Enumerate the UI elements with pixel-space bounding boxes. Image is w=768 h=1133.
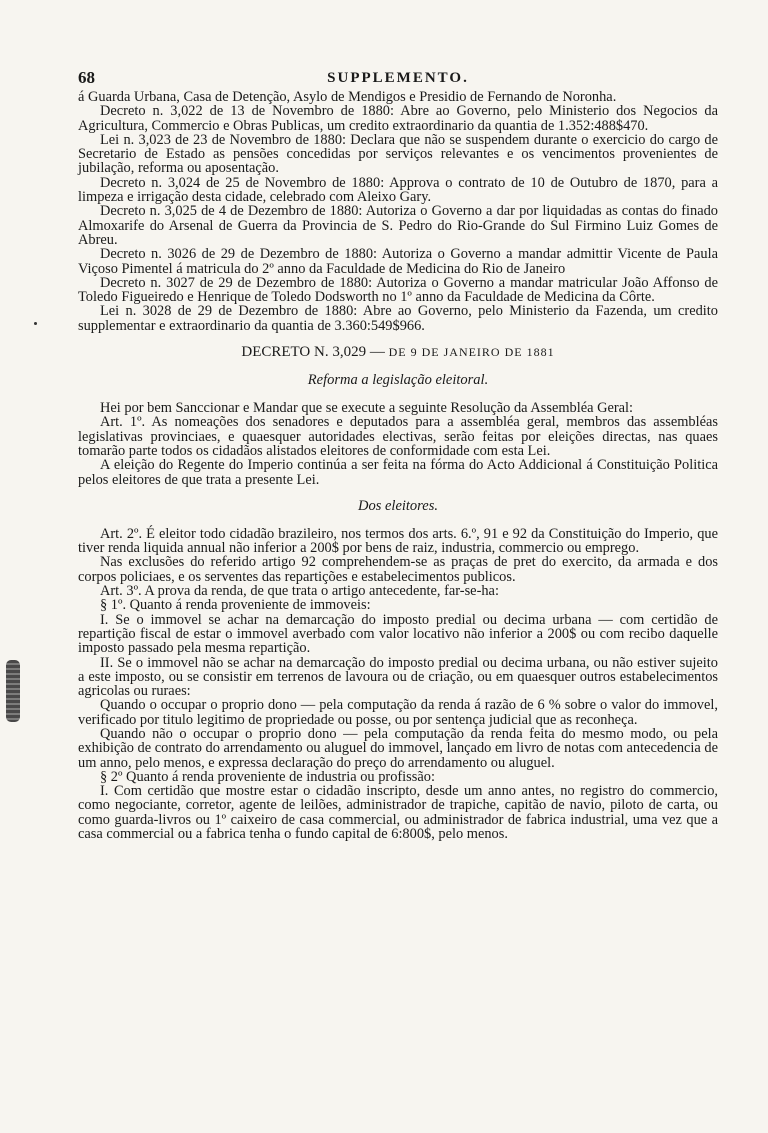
decree-title-main: DECRETO N. 3,029 — — [241, 344, 389, 361]
decree-subtitle: Reforma a legislação eleitoral. — [307, 372, 489, 389]
section-paragraph: Quando não o occupar o proprio dono — pela computação da renda feita do mesmo modo, ou pela exhibição de contrato do arrendamento ou aluguel do immovel, lançado em livro de notas com antecedencia de um anno, pelo menos, e expressa declaração do preço do arrendamento ou aluguel. — [78, 725, 718, 771]
decree-title — [78, 343, 718, 361]
section-paragraph: II. Se o immovel não se achar na demarcação do imposto predial ou decima urbana, ou não estiver sujeito a este imposto, ou se consistir em terrenos de lavoura ou de criação, ou em quaesquer outros estabelecimentos agricolas ou ruraes: — [78, 654, 718, 700]
section-heading: Dos eleitores. — [357, 497, 438, 514]
margin-binding-mark — [6, 660, 20, 722]
intro-paragraph: á Guarda Urbana, Casa de Detenção, Asylo de Mendigos e Presidio de Fernando de Noronha. — [78, 89, 617, 105]
section-paragraph: Art. 3º. A prova da renda, de que trata o artigo antecedente, far-se-ha: — [100, 583, 499, 600]
page-number: 68 — [78, 68, 95, 87]
intro-paragraph: Decreto n. 3027 de 29 de Dezembro de 1880: Autoriza o Governo a mandar matricular João Affonso de Toledo Figueiredo e Henrique de Toledo Dodsworth no 1º anno da Faculdade de Medicina da Côrte. — [78, 274, 718, 306]
section-paragraph: Quando o occupar o proprio dono — pela computação da renda á razão de 6 % sobre o valor do immovel, verificado por titulo legitimo de propriedade ou posse, ou por sentença judicial que as reconheça. — [78, 697, 718, 728]
intro-paragraph: Lei n. 3028 de 29 de Dezembro de 1880: Abre ao Governo, pelo Ministerio da Fazenda, um credito supplementar e extraordinario da quantia de 3.360:549$966. — [78, 303, 718, 334]
intro-paragraph: Decreto n. 3,022 de 13 de Novembro de 1880: Abre ao Governo, pelo Ministerio dos Negocios da Agricultura, Commercio e Obras Publicas, um credito extraordinario da quantia de 1.352:488$470. — [78, 103, 718, 134]
section-paragraph: Art. 2º. É eleitor todo cidadão brazileiro, nos termos dos arts. 6.º, 91 e 92 da Constituição do Imperio, que tiver renda liquida annual não inferior a 200$ por bens de raiz, industria, commercio ou emprego. — [78, 525, 718, 557]
decree-paragraph: Art. 1º. As nomeações dos senadores e deputados para a assembléa geral, membros das assembléas legislativas provinciaes, e quaesquer autoridades electivas, serão feitas por eleições directas, nas quaes tomarão parte todos os cidadãos alistados eleitores de conformidade com esta Lei. — [78, 414, 718, 459]
section-paragraph: § 1º. Quanto á renda proveniente de immoveis: — [100, 597, 371, 614]
page — [78, 68, 718, 841]
margin-dot — [34, 322, 37, 325]
section-paragraph: § 2º Quanto á renda proveniente de industria ou profissão: — [100, 768, 435, 785]
decree-paragraph: Hei por bem Sanccionar e Mandar que se execute a seguinte Resolução da Assembléa Geral: — [100, 400, 634, 417]
intro-paragraph: Decreto n. 3,025 de 4 de Dezembro de 1880: Autoriza o Governo a dar por liquidadas as contas do finado Almoxarife do Arsenal de Guerra da Provincia de S. Pedro do Rio-Grande do Sul Firmino Luiz Gomes de Abreu. — [78, 203, 718, 248]
section-paragraph: I. Com certidão que mostre estar o cidadão inscripto, desde um anno antes, no registro do commercio, como negociante, corretor, agente de leilões, administrador de trapiche, capitão de navio, piloto de carta, ou como guarda-livros ou 1º caixeiro de casa commercial, ou administrador de fabrica industrial, uma vez que a casa commercial ou a fabrica tenha o fundo capital de 6:800$, pelo menos. — [78, 783, 718, 843]
running-head: SUPPLEMENTO. — [327, 70, 469, 86]
page-header — [78, 68, 718, 90]
intro-paragraph: Lei n. 3,023 de 23 de Novembro de 1880: Declara que não se suspendem durante o exercicio do cargo de Secretario de Estado as pensões concedidas por serviços relevantes e os vencimentos provenientes de jubilação, reforma ou aposentação. — [78, 131, 718, 177]
section-paragraph: Nas exclusões do referido artigo 92 comprehendem-se as praças de pret do exercito, da armada e dos corpos policiaes, e os serventes das repartições e estabelecimentos publicos. — [78, 554, 718, 585]
intro-paragraph: Decreto n. 3,024 de 25 de Novembro de 1880: Approva o contrato de 10 de Outubro de 1870, para a limpeza e irrigação desta cidade, celebrado com Aleixo Gary. — [78, 174, 718, 206]
decree-title-date: DE 9 DE JANEIRO DE 1881 — [388, 345, 555, 360]
section-paragraph: I. Se o immovel se achar na demarcação do imposto predial ou decima urbana — com certidão de repartição fiscal de estar o immovel averbado com valor locativo não inferior a 200$ ou com recibo daquelle imposto passado pela mesma repartição. — [78, 611, 718, 657]
intro-paragraph: Decreto n. 3026 de 29 de Dezembro de 1880: Autoriza o Governo a mandar admittir Vicente de Paula Viçoso Pimentel á matricula do 2º anno da Faculdade de Medicina do Rio de Janeiro — [78, 246, 718, 277]
decree-paragraph: A eleição do Regente do Imperio continúa a ser feita na fórma do Acto Addicional á Constituição Politica pelos eleitores de que trata a presente Lei. — [78, 457, 718, 488]
